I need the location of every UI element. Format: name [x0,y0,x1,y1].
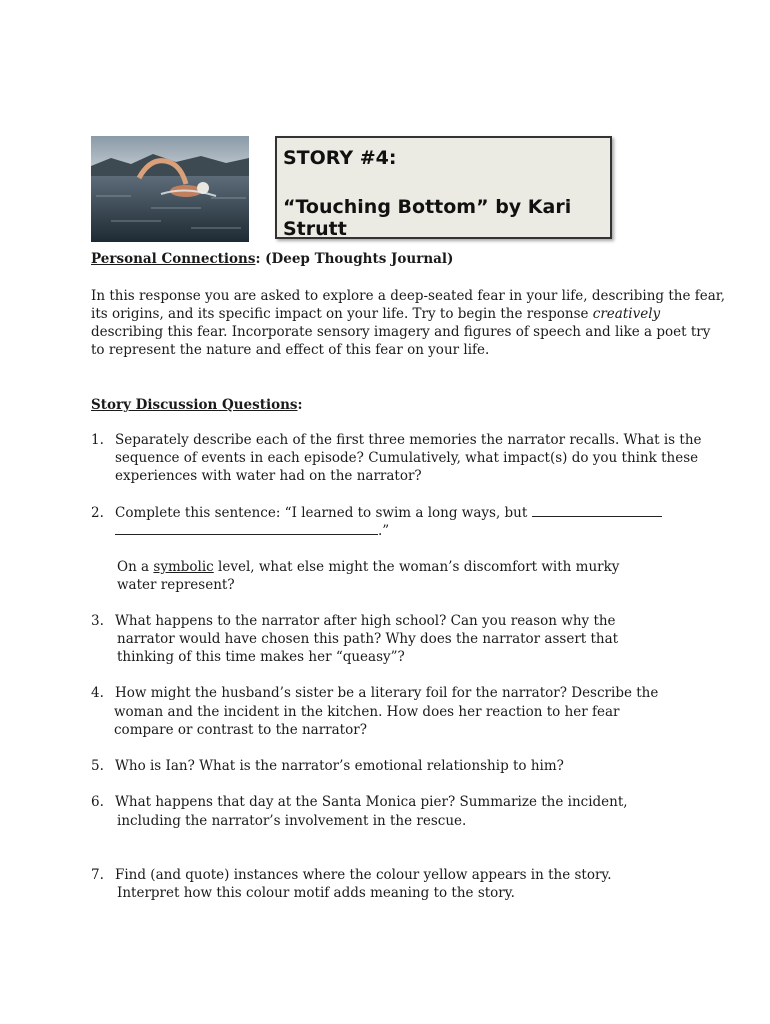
question-1-line-3: experiences with water had on the narrator? [115,468,422,484]
personal-para-line-2 [91,305,660,324]
question-2-closing-quote: .” [378,523,390,539]
question-6-line-1: What happens that day at the Santa Monica pier? Summarize the incident, [115,794,628,810]
personal-connections-heading [91,250,453,269]
question-number: 6. [91,794,104,810]
question-7-line-2: Interpret how this colour motif adds meaning to the story. [117,885,515,901]
question-number: 3. [91,613,104,629]
question-5-line-1: Who is Ian? What is the narrator’s emotional relationship to him? [115,758,564,774]
personal-para-line-2-text: its origins, and its specific impact on your life. Try to begin the response [91,306,593,322]
fill-in-blank-line [115,533,378,535]
question-2-sub-text-b: level, what else might the woman’s discomfort with murky [213,559,620,575]
discussion-heading-label: Story Discussion Questions [91,397,298,413]
discussion-heading-colon: : [297,397,303,413]
question-number: 1. [91,432,104,448]
question-2-sentence: Complete this sentence: “I learned to swim a long ways, but [115,505,532,521]
question-2-line-2 [115,522,389,541]
personal-connections-label: Personal Connections [91,251,256,267]
question-2-sub-line-1 [117,558,619,577]
question-number: 7. [91,867,104,883]
fill-in-blank-line [532,515,662,517]
question-3-line-3: thinking of this time makes her “queasy”? [117,649,405,665]
question-number: 5. [91,758,104,774]
personal-para-line-3: describing this fear. Incorporate sensory imagery and figures of speech and like a poet try [91,324,711,340]
question-4-line-3: compare or contrast to the narrator? [114,722,367,738]
personal-para-line-1: In this response you are asked to explore a deep-seated fear in your life, describing the fear, [91,288,726,304]
question-1-line-1: Separately describe each of the first three memories the narrator recalls. What is the [115,432,702,448]
question-3-line-2: narrator would have chosen this path? Why does the narrator assert that [117,631,619,647]
story-title: “Touching Bottom” by Kari Strutt [283,196,572,240]
question-4-line-2: woman and the incident in the kitchen. How does her reaction to her fear [114,704,620,720]
personal-para-italic: creatively [592,306,661,322]
question-number: 2. [91,505,104,521]
question-1-line-2: sequence of events in each episode? Cumulatively, what impact(s) do you think these [115,450,699,466]
question-3-line-1: What happens to the narrator after high school? Can you reason why the [115,613,616,629]
question-2-sub-underlined: symbolic [153,559,214,575]
question-6-line-2: including the narrator’s involvement in the rescue. [117,813,467,829]
question-number: 4. [91,685,104,701]
question-2-sub-line-2: water represent? [117,577,235,593]
question-2-sub-text-a: On a [117,559,154,575]
story-title-box [275,136,612,239]
question-4-line-1: How might the husband’s sister be a literary foil for the narrator? Describe the [115,685,659,701]
swimmer-photo [91,136,249,242]
question-7-line-1: Find (and quote) instances where the colour yellow appears in the story. [115,867,612,883]
discussion-heading [91,396,303,415]
personal-para-line-4: to represent the nature and effect of this fear on your life. [91,342,490,358]
personal-connections-subtitle: : (Deep Thoughts Journal) [255,251,454,267]
story-number-heading: STORY #4: [283,147,397,169]
question-2-line-1 [115,504,662,523]
